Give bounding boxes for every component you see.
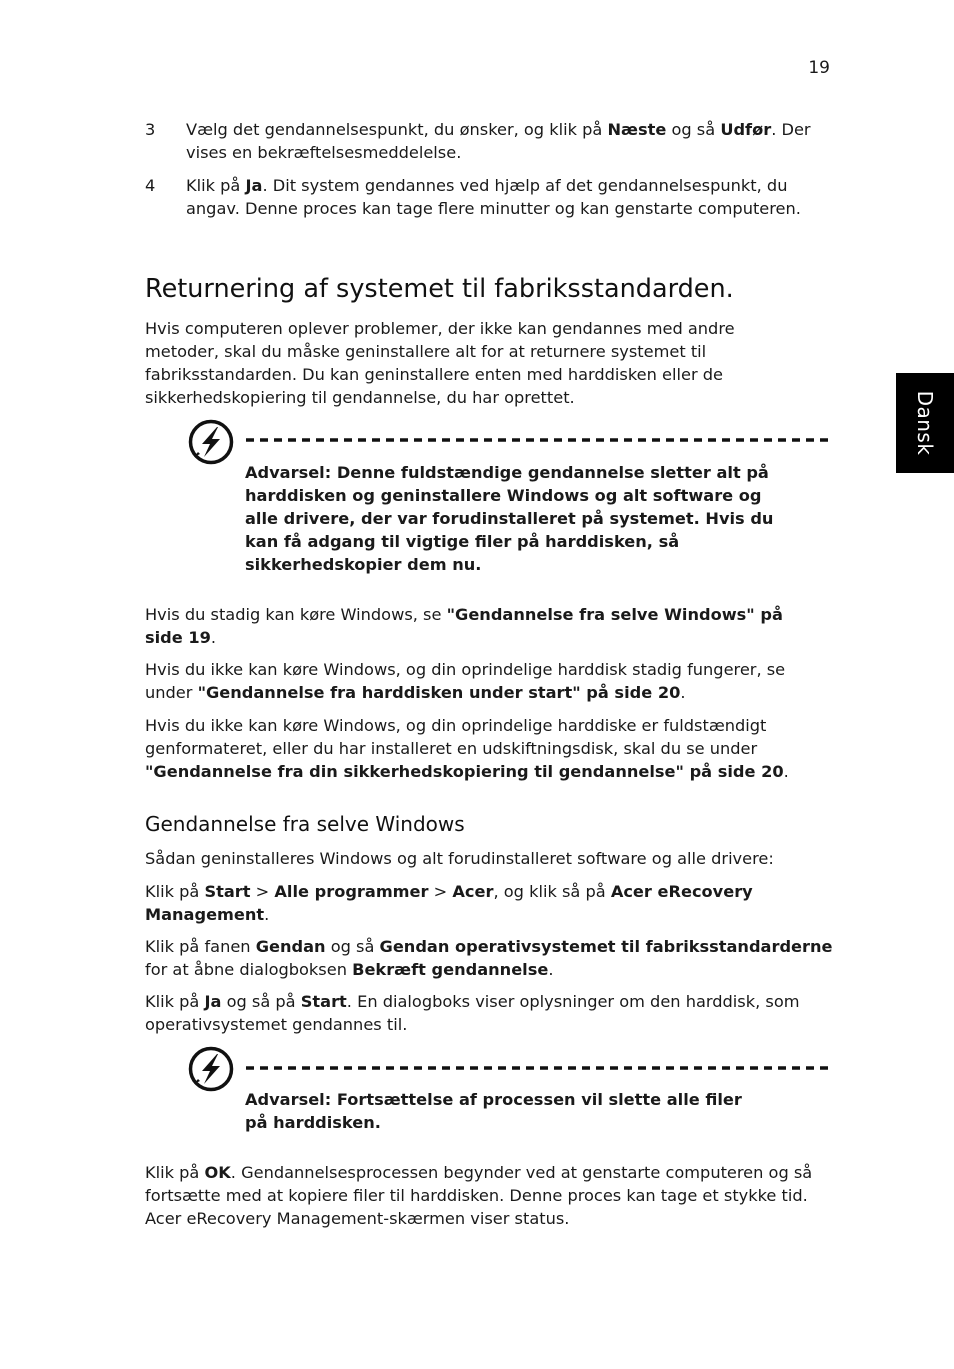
step-text: Vælg det gendannelsespunkt, du ønsker, og klik på Næste og så Udfør. Der vises en bekræftelsesmeddelelse. [186, 120, 811, 162]
body-paragraph: Klik på Start > Alle programmer > Acer, og klik så på Acer eRecovery Management. [145, 882, 753, 924]
body-paragraph: Sådan geninstalleres Windows og alt forudinstalleret software og alle drivere: [145, 849, 774, 868]
subsection-heading: Gendannelse fra selve Windows [145, 812, 465, 836]
language-tab [896, 373, 954, 473]
body-paragraph: Hvis du stadig kan køre Windows, se "Gendannelse fra selve Windows" på side 19. [145, 605, 783, 647]
warning-text: Advarsel: Fortsættelse af processen vil slette alle filer på harddisken. [245, 1090, 742, 1132]
body-paragraph: Hvis du ikke kan køre Windows, og din oprindelige harddiske er fuldstændigt genformateret, eller du har installeret en udskiftningsdisk, skal du se under "Gendannelse fra din sikkerhedskopiering til gendannelse" på side 20. [145, 716, 789, 781]
step-text: Klik på Ja. Dit system gendannes ved hjælp af det gendannelsespunkt, du angav. Denne proces kan tage flere minutter og kan genstarte computeren. [186, 176, 801, 218]
body-paragraph: Klik på Ja og så på Start. En dialogboks viser oplysninger om den harddisk, som operativsystemet gendannes til. [145, 992, 800, 1034]
warning-text: Advarsel: Denne fuldstændige gendannelse sletter alt på harddisken og geninstallere Windows og alt software og alle drivere, der var forudinstalleret på systemet. Hvis du kan få adgang til vigtige filer på harddisken, så sikkerhedskopier dem nu. [245, 463, 774, 574]
section-heading: Returnering af systemet til fabriksstandarden. [145, 274, 734, 304]
warning-lightning-icon [188, 1046, 234, 1092]
warning-divider [246, 438, 830, 442]
body-paragraph: Hvis du ikke kan køre Windows, og din oprindelige harddisk stadig fungerer, se under "Gendannelse fra harddisken under start" på side 20. [145, 660, 786, 702]
page-number: 19 [808, 58, 830, 78]
language-tab-label: Dansk [913, 390, 937, 456]
step-number: 4 [145, 176, 156, 195]
warning-lightning-icon [188, 419, 234, 465]
step-number: 3 [145, 120, 156, 139]
body-paragraph: Klik på OK. Gendannelsesprocessen begynder ved at genstarte computeren og så fortsætte med at kopiere filer til harddisken. Denne proces kan tage et stykke tid. Acer eRecovery Management-skærmen viser status. [145, 1163, 813, 1228]
body-paragraph: Klik på fanen Gendan og så Gendan operativsystemet til fabriksstandarderne for at åbne dialogboksen Bekræft gendannelse. [145, 937, 833, 979]
warning-divider [246, 1066, 830, 1070]
intro-paragraph: Hvis computeren oplever problemer, der ikke kan gendannes med andre metoder, skal du måske geninstallere alt for at returnere systemet til fabriksstandarden. Du kan geninstallere enten med harddisken eller de sikkerhedskopiering til gendannelse, du har oprettet. [145, 319, 735, 407]
